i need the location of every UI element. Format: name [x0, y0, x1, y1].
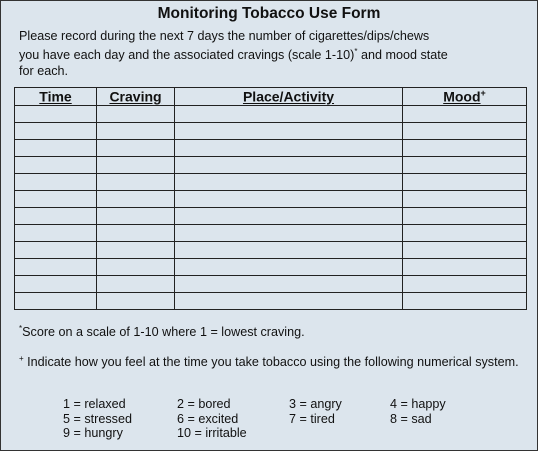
- form-title: Monitoring Tobacco Use Form: [157, 5, 381, 22]
- craving-cell[interactable]: [97, 276, 175, 293]
- mood-code-item: 8 = sad: [390, 411, 432, 426]
- instructions-text-end: and mood state for each.: [19, 48, 448, 79]
- craving-cell[interactable]: [97, 174, 175, 191]
- mood-cell[interactable]: [403, 174, 527, 191]
- column-header-place-activity: Place/Activity: [175, 88, 403, 106]
- place-activity-cell[interactable]: [175, 208, 403, 225]
- mood-cell[interactable]: [403, 225, 527, 242]
- mood-code-item: 2 = bored: [177, 397, 231, 411]
- mood-cell[interactable]: [403, 259, 527, 276]
- time-cell[interactable]: [15, 242, 97, 259]
- table-row: [15, 106, 527, 123]
- mood-code-item: 7 = tired: [289, 411, 335, 426]
- craving-cell[interactable]: [97, 140, 175, 157]
- mood-footnote-symbol: +: [19, 354, 24, 363]
- time-cell[interactable]: [15, 259, 97, 276]
- craving-cell[interactable]: [97, 208, 175, 225]
- table-row: [15, 157, 527, 174]
- place-activity-cell[interactable]: [175, 276, 403, 293]
- table-row: [15, 191, 527, 208]
- place-activity-cell[interactable]: [175, 259, 403, 276]
- mood-cell[interactable]: [403, 140, 527, 157]
- time-cell[interactable]: [15, 106, 97, 123]
- mood-cell[interactable]: [403, 157, 527, 174]
- column-header-craving: Craving: [97, 88, 175, 106]
- craving-footnote-symbol: *: [19, 324, 23, 333]
- instructions-text: Please record during the next 7 days the number of cigarettes/dips/chews you have each day and the associated cravings (scale 1-10): [19, 29, 430, 63]
- craving-cell[interactable]: [97, 106, 175, 123]
- mood-code-item: 3 = angry: [289, 397, 342, 411]
- time-cell[interactable]: [15, 293, 97, 310]
- craving-cell[interactable]: [97, 242, 175, 259]
- place-activity-cell[interactable]: [175, 123, 403, 140]
- time-cell[interactable]: [15, 276, 97, 293]
- craving-footnote: [19, 321, 519, 340]
- column-header-mood: Mood+: [403, 88, 527, 106]
- mood-footnote-text: Indicate how you feel at the time you take tobacco using the following numerical system.: [23, 355, 519, 370]
- place-activity-cell[interactable]: [175, 157, 403, 174]
- mood-cell[interactable]: [403, 242, 527, 259]
- craving-cell[interactable]: [97, 123, 175, 140]
- craving-cell[interactable]: [97, 157, 175, 174]
- mood-cell[interactable]: [403, 208, 527, 225]
- place-activity-cell[interactable]: [175, 140, 403, 157]
- table-body: [15, 106, 527, 310]
- table-row: [15, 174, 527, 191]
- place-activity-cell[interactable]: [175, 191, 403, 208]
- time-cell[interactable]: [15, 208, 97, 225]
- mood-code-item: 6 = excited: [177, 411, 239, 426]
- craving-footnote-mark: *: [354, 47, 358, 56]
- mood-cell[interactable]: [403, 293, 527, 310]
- place-activity-cell[interactable]: [175, 293, 403, 310]
- craving-cell[interactable]: [97, 225, 175, 242]
- mood-code-item: 4 = happy: [390, 397, 446, 411]
- mood-code-item: 1 = relaxed: [63, 397, 126, 411]
- table-row: [15, 293, 527, 310]
- mood-cell[interactable]: [403, 276, 527, 293]
- place-activity-cell[interactable]: [175, 106, 403, 123]
- mood-code-item: 10 = irritable: [177, 426, 247, 440]
- time-cell[interactable]: [15, 157, 97, 174]
- table-row: [15, 208, 527, 225]
- time-cell[interactable]: [15, 140, 97, 157]
- place-activity-cell[interactable]: [175, 242, 403, 259]
- mood-code-item: 5 = stressed: [63, 411, 132, 426]
- column-header-time: Time: [15, 88, 97, 106]
- place-activity-cell[interactable]: [175, 174, 403, 191]
- form-instructions: [19, 28, 449, 79]
- mood-cell[interactable]: [403, 191, 527, 208]
- mood-cell[interactable]: [403, 106, 527, 123]
- craving-cell[interactable]: [97, 191, 175, 208]
- craving-cell[interactable]: [97, 293, 175, 310]
- craving-cell[interactable]: [97, 259, 175, 276]
- table-row: [15, 242, 527, 259]
- table-row: [15, 225, 527, 242]
- time-cell[interactable]: [15, 225, 97, 242]
- table-row: [15, 140, 527, 157]
- mood-footnote: [19, 351, 519, 370]
- time-cell[interactable]: [15, 191, 97, 208]
- tobacco-log-table: [14, 87, 527, 310]
- craving-footnote-text: Score on a scale of 1-10 where 1 = lowest craving.: [22, 325, 305, 340]
- place-activity-cell[interactable]: [175, 225, 403, 242]
- mood-code-item: 9 = hungry: [63, 426, 123, 440]
- table-row: [15, 276, 527, 293]
- time-cell[interactable]: [15, 123, 97, 140]
- table-header-row: [15, 88, 527, 106]
- table-row: [15, 259, 527, 276]
- mood-cell[interactable]: [403, 123, 527, 140]
- table-row: [15, 123, 527, 140]
- time-cell[interactable]: [15, 174, 97, 191]
